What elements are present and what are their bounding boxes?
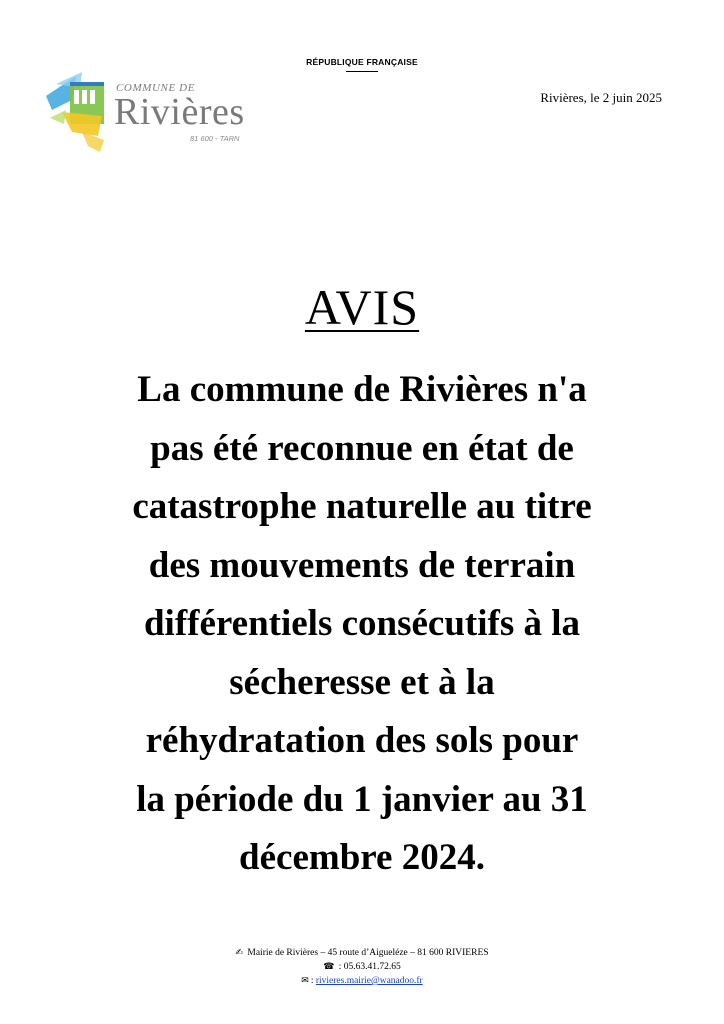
logo-commune-label: COMMUNE DE — [116, 82, 196, 94]
pen-icon: ✍ — [235, 948, 244, 958]
notice-line: La commune de Rivières n'a — [137, 369, 587, 410]
notice-line: différentiels consécutifs à la — [143, 603, 581, 644]
footer — [0, 946, 724, 988]
footer-phone: : 05.63.41.72.65 — [338, 962, 401, 972]
phone-icon: ☎ — [323, 962, 335, 972]
notice-line: pas été reconnue en état de — [150, 427, 574, 469]
footer-address-line — [0, 946, 724, 960]
footer-phone-line — [0, 960, 724, 974]
notice-line: catastrophe naturelle au titre — [132, 486, 592, 527]
notice-body — [40, 361, 684, 888]
notice-line: sécheresse et à la — [229, 661, 495, 703]
footer-address: Mairie de Rivières – 45 route d’Aigueléze – 81 600 RIVIERES — [247, 948, 489, 958]
notice-line: réhydratation des sols pour — [145, 720, 579, 761]
envelope-icon: ✉ — [301, 976, 309, 986]
document-date: Rivières, le 2 juin 2025 — [540, 90, 662, 105]
logo-name: Rivières — [114, 91, 245, 133]
logo-code: 81 600 - TARN — [190, 134, 240, 143]
footer-email-prefix: : — [310, 976, 314, 986]
commune-logo — [42, 66, 282, 156]
logo-emblem-icon — [42, 66, 122, 156]
footer-email-link[interactable]: rivieres.mairie@wanadoo.fr — [315, 976, 423, 986]
notice-line: la période du 1 janvier au 31 — [136, 778, 588, 820]
notice-line: décembre 2024. — [239, 837, 485, 878]
notice-line: des mouvements de terrain — [148, 544, 576, 586]
notice-title: AVIS — [304, 279, 420, 335]
republic-underline — [346, 71, 378, 72]
footer-email-line — [0, 974, 724, 988]
republic-header: RÉPUBLIQUE FRANÇAISE — [306, 57, 418, 67]
